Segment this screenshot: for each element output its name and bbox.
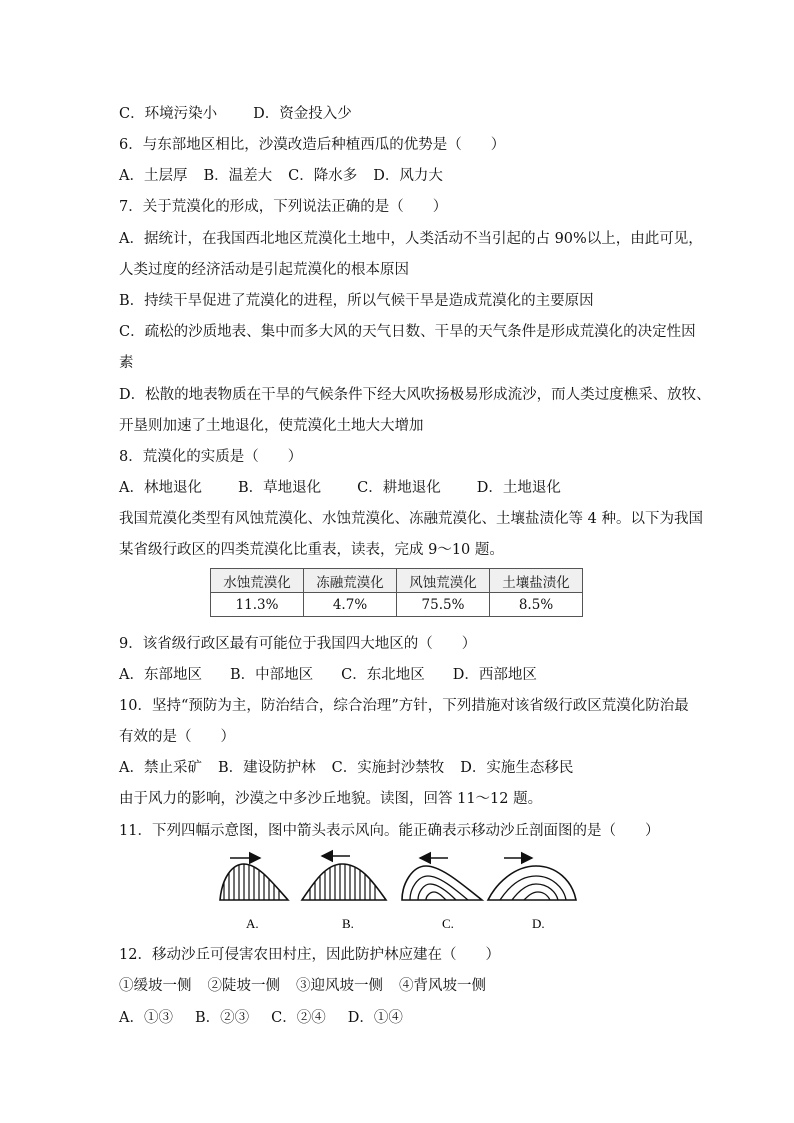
q7-option-b: B．持续干旱促进了荒漠化的进程，所以气候干旱是造成荒漠化的主要原因: [119, 293, 594, 309]
dune-a: [220, 858, 288, 904]
table-row: [211, 593, 583, 617]
q7-option-a-line2: 人类过度的经济活动是引起荒漠化的根本原因: [119, 262, 409, 278]
q6-option-d: D．风力大: [373, 168, 443, 184]
q12-statement-3: ③迎风坡一侧: [296, 978, 383, 994]
q6-option-a: A．土层厚: [119, 168, 188, 184]
q10-options: [119, 758, 573, 778]
table-cell: 11.3%: [211, 593, 304, 617]
q6-options: [119, 166, 443, 186]
q9-option-d: D．西部地区: [452, 667, 537, 683]
table-header: 土壤盐渍化: [490, 569, 583, 593]
q8-option-b: B．草地退化: [237, 480, 322, 496]
figure-label-b: B.: [342, 916, 354, 931]
q5-options: [119, 104, 352, 124]
q12-statement-2: ②陡坡一侧: [207, 978, 280, 994]
q7-option-c-line2: 素: [119, 355, 134, 371]
desertification-table: [210, 568, 583, 617]
q12-option-a: A．①③: [119, 1010, 173, 1026]
q10-option-b: B．建设防护林: [217, 760, 316, 776]
q6-option-b: B．温差大: [203, 168, 273, 184]
q7-option-c-line1: C．疏松的沙质地表、集中而多大风的天气日数、干旱的天气条件是形成荒漠化的决定性因: [119, 324, 696, 340]
question-10-line1: 10．坚持“预防为主，防治结合，综合治理”方针，下列措施对该省级行政区荒漠化防治最: [119, 698, 689, 714]
table-header-row: [211, 569, 583, 593]
dune-b: [302, 856, 386, 904]
q10-option-a: A．禁止采矿: [119, 760, 202, 776]
table-cell: 75.5%: [397, 593, 490, 617]
intro-9-10-line2: 某省级行政区的四类荒漠化比重表，读表，完成 9～10 题。: [119, 542, 504, 558]
dune-d: [488, 858, 576, 900]
question-9: 9．该省级行政区最有可能位于我国四大地区的（ ）: [119, 636, 477, 652]
question-12: 12．移动沙丘可侵害农田村庄，因此防护林应建在（ ）: [119, 947, 500, 963]
table-header: 冻融荒漠化: [304, 569, 397, 593]
q9-option-a: A．东部地区: [119, 667, 202, 683]
q8-options: [119, 478, 561, 498]
q12-option-c: C．②④: [271, 1010, 326, 1026]
q5-option-c: C．环境污染小: [119, 106, 218, 122]
table-cell: 4.7%: [304, 593, 397, 617]
q9-option-c: C．东北地区: [341, 667, 425, 683]
intro-9-10-line1: 我国荒漠化类型有风蚀荒漠化、水蚀荒漠化、冻融荒漠化、土壤盐渍化等 4 种。以下为我国: [119, 511, 703, 527]
q6-option-c: C．降水多: [288, 168, 358, 184]
q7-option-d-line1: D．松散的地表物质在干旱的气候条件下经大风吹扬极易形成流沙，而人类过度樵采、放牧、: [119, 387, 711, 403]
q8-option-a: A．林地退化: [119, 480, 202, 496]
q12-option-d: D．①④: [347, 1010, 403, 1026]
q10-option-c: C．实施封沙禁牧: [331, 760, 445, 776]
dune-profile-figure: [214, 848, 584, 934]
figure-label-c: C.: [442, 916, 454, 931]
question-11: 11．下列四幅示意图，图中箭头表示风向。能正确表示移动沙丘剖面图的是（ ）: [119, 823, 660, 839]
q7-option-a-line1: A．据统计，在我国西北地区荒漠化土地中，人类活动不当引起的占 90%以上，由此可见，: [119, 231, 703, 247]
question-10-line2: 有效的是（ ）: [119, 729, 235, 745]
figure-label-d: D.: [532, 916, 545, 931]
q10-option-d: D．实施生态移民: [460, 760, 574, 776]
table-header: 水蚀荒漠化: [211, 569, 304, 593]
table-cell: 8.5%: [490, 593, 583, 617]
q9-option-b: B．中部地区: [229, 667, 314, 683]
question-7: 7．关于荒漠化的形成，下列说法正确的是（ ）: [119, 199, 448, 215]
figure-label-a: A.: [246, 916, 259, 931]
q7-option-d-line2: 开垦则加速了土地退化，使荒漠化土地大大增加: [119, 418, 424, 434]
q8-option-c: C．耕地退化: [357, 480, 441, 496]
q5-option-d: D．资金投入少: [253, 106, 352, 122]
dune-c: [402, 858, 482, 900]
intro-11-12: 由于风力的影响，沙漠之中多沙丘地貌。读图，回答 11～12 题。: [119, 791, 543, 807]
q12-options: [119, 1008, 403, 1028]
question-6: 6．与东部地区相比，沙漠改造后种植西瓜的优势是（ ）: [119, 137, 506, 153]
question-8: 8．荒漠化的实质是（ ）: [119, 449, 303, 465]
q12-statement-1: ①缓坡一侧: [119, 978, 192, 994]
q8-option-d: D．土地退化: [476, 480, 561, 496]
q12-statement-4: ④背风坡一侧: [399, 978, 486, 994]
q12-option-b: B．②③: [194, 1010, 250, 1026]
q9-options: [119, 665, 537, 685]
q12-statements: [119, 976, 486, 996]
table-header: 风蚀荒漠化: [397, 569, 490, 593]
